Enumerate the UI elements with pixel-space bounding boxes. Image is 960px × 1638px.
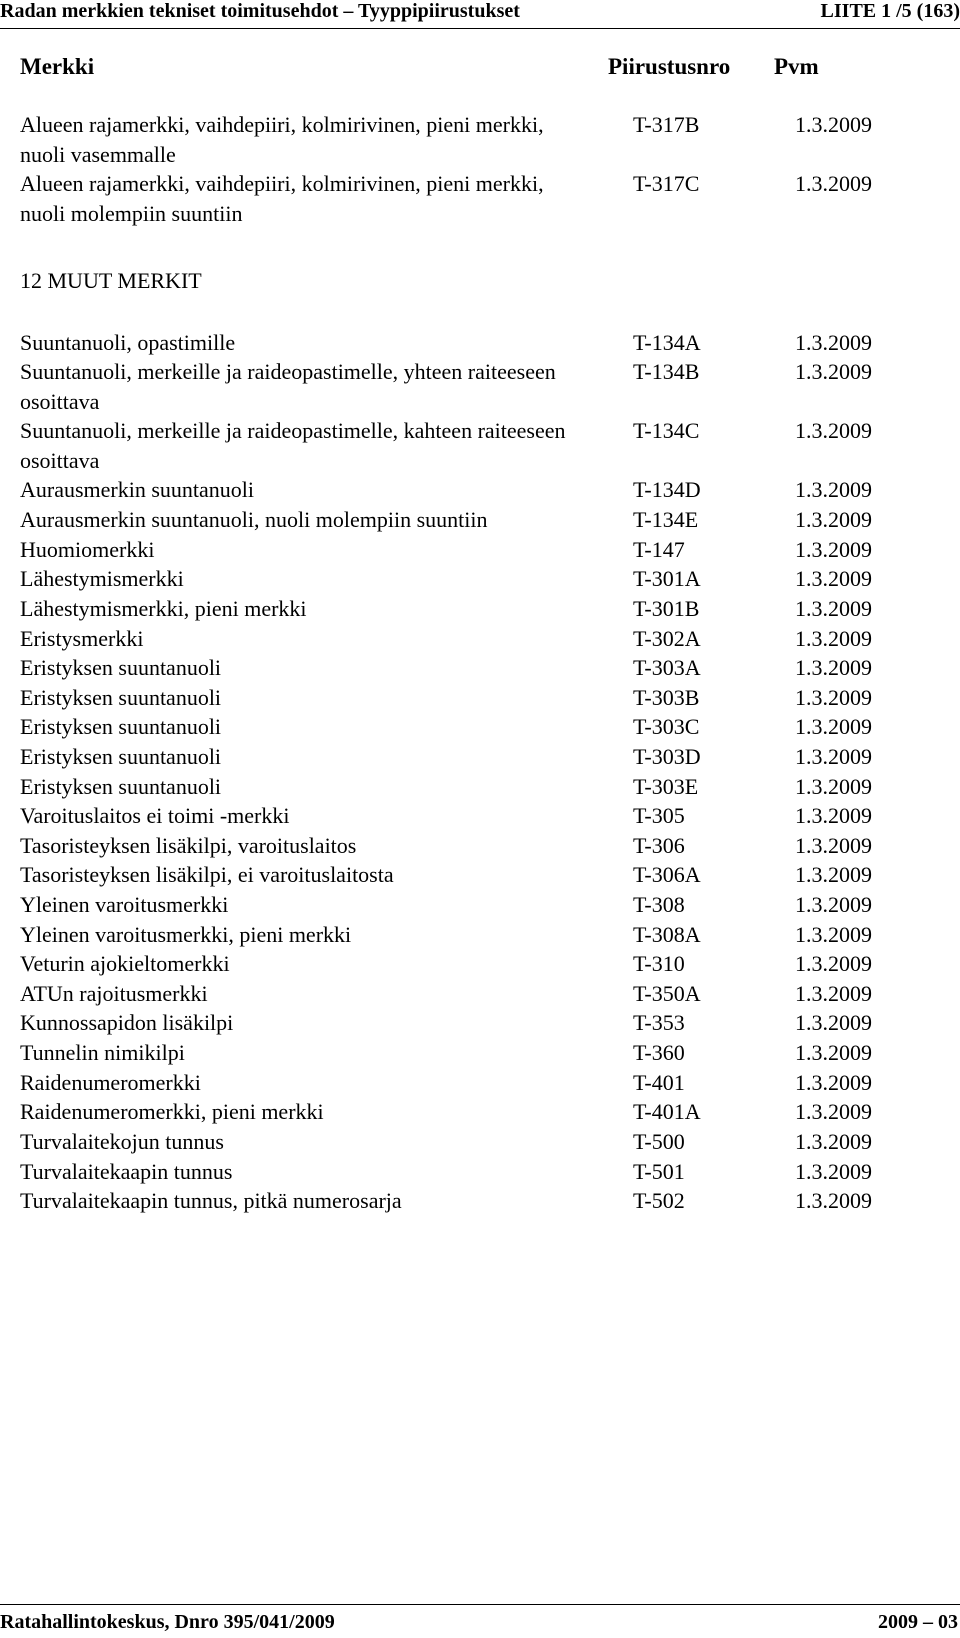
item-name: Eristyksen suuntanuoli	[20, 685, 222, 710]
item-date: 1.3.2009	[795, 1040, 872, 1065]
item-date: 1.3.2009	[795, 171, 872, 196]
item-code: T-401	[633, 1070, 685, 1095]
item-date: 1.3.2009	[795, 330, 872, 355]
document-title: Radan merkkien tekniset toimitusehdot – Tyyppipiirustukset	[0, 0, 520, 22]
item-name: Alueen rajamerkki, vaihdepiiri, kolmirivinen, pieni merkki, nuoli molempiin suuntiin	[20, 171, 544, 226]
item-code: T-500	[633, 1129, 685, 1154]
column-header-name: Merkki	[20, 54, 95, 79]
footer-organization: Ratahallintokeskus, Dnro 395/041/2009	[0, 1611, 335, 1633]
item-code: T-134D	[633, 477, 701, 502]
item-date: 1.3.2009	[795, 1099, 872, 1124]
item-code: T-303A	[633, 655, 701, 680]
item-name: Veturin ajokieltomerkki	[20, 951, 230, 976]
item-date: 1.3.2009	[795, 685, 872, 710]
item-code: T-303D	[633, 744, 701, 769]
item-date: 1.3.2009	[795, 714, 872, 739]
item-name: Eristyksen suuntanuoli	[20, 714, 222, 739]
item-name: Turvalaitekaapin tunnus	[20, 1159, 233, 1184]
item-code: T-134E	[633, 507, 699, 532]
item-name: Turvalaitekaapin tunnus, pitkä numerosarja	[20, 1188, 402, 1213]
item-name: Turvalaitekojun tunnus	[20, 1129, 224, 1154]
item-date: 1.3.2009	[795, 655, 872, 680]
item-code: T-301A	[633, 566, 701, 591]
item-name: Tasoristeyksen lisäkilpi, ei varoituslaitosta	[20, 862, 394, 887]
item-name: Tunnelin nimikilpi	[20, 1040, 185, 1065]
item-date: 1.3.2009	[795, 774, 872, 799]
item-name: Lähestymismerkki, pieni merkki	[20, 596, 307, 621]
item-code: T-147	[633, 537, 685, 562]
column-header-code: Piirustusnro	[608, 54, 731, 79]
item-date: 1.3.2009	[795, 922, 872, 947]
item-code: T-301B	[633, 596, 700, 621]
item-name: Lähestymismerkki	[20, 566, 184, 591]
item-date: 1.3.2009	[795, 1188, 872, 1213]
item-code: T-134C	[633, 418, 700, 443]
item-name: Raidenumeromerkki	[20, 1070, 201, 1095]
section-title: 12 MUUT MERKIT	[20, 268, 202, 293]
item-code: T-305	[633, 803, 685, 828]
item-code: T-134B	[633, 359, 700, 384]
running-footer	[0, 1604, 960, 1638]
item-date: 1.3.2009	[795, 596, 872, 621]
item-name: Yleinen varoitusmerkki, pieni merkki	[20, 922, 352, 947]
item-name: Eristysmerkki	[20, 626, 144, 651]
item-code: T-308A	[633, 922, 701, 947]
item-name: Tasoristeyksen lisäkilpi, varoituslaitos	[20, 833, 357, 858]
item-date: 1.3.2009	[795, 833, 872, 858]
page-reference: LIITE 1 /5 (163)	[820, 0, 960, 22]
item-date: 1.3.2009	[795, 477, 872, 502]
item-date: 1.3.2009	[795, 803, 872, 828]
item-code: T-317C	[633, 171, 700, 196]
column-header-date: Pvm	[774, 54, 819, 79]
item-code: T-317B	[633, 112, 700, 137]
item-code: T-306	[633, 833, 685, 858]
item-code: T-401A	[633, 1099, 701, 1124]
item-date: 1.3.2009	[795, 744, 872, 769]
item-code: T-502	[633, 1188, 685, 1213]
item-code: T-350A	[633, 981, 701, 1006]
item-name: Alueen rajamerkki, vaihdepiiri, kolmirivinen, pieni merkki, nuoli vasemmalle	[20, 112, 544, 167]
item-code: T-303E	[633, 774, 699, 799]
item-code: T-303C	[633, 714, 700, 739]
item-date: 1.3.2009	[795, 1159, 872, 1184]
item-name: Eristyksen suuntanuoli	[20, 744, 222, 769]
item-name: Aurausmerkin suuntanuoli, nuoli molempiin suuntiin	[20, 507, 488, 532]
item-name: Suuntanuoli, merkeille ja raideopastimelle, kahteen raiteeseen osoittava	[20, 418, 566, 473]
item-date: 1.3.2009	[795, 537, 872, 562]
item-date: 1.3.2009	[795, 566, 872, 591]
item-date: 1.3.2009	[795, 981, 872, 1006]
item-date: 1.3.2009	[795, 418, 872, 443]
item-date: 1.3.2009	[795, 359, 872, 384]
item-date: 1.3.2009	[795, 112, 872, 137]
item-name: Varoituslaitos ei toimi -merkki	[20, 803, 290, 828]
item-code: T-501	[633, 1159, 685, 1184]
item-name: Suuntanuoli, merkeille ja raideopastimelle, yhteen raiteeseen osoittava	[20, 359, 556, 414]
item-name: Kunnossapidon lisäkilpi	[20, 1010, 234, 1035]
item-code: T-302A	[633, 626, 701, 651]
footer-revision: 2009 – 03	[878, 1611, 958, 1633]
item-date: 1.3.2009	[795, 1070, 872, 1095]
item-code: T-360	[633, 1040, 685, 1065]
running-header	[0, 0, 960, 29]
item-name: Huomiomerkki	[20, 537, 155, 562]
item-date: 1.3.2009	[795, 507, 872, 532]
item-code: T-303B	[633, 685, 700, 710]
item-date: 1.3.2009	[795, 626, 872, 651]
column-headers	[0, 51, 960, 83]
item-code: T-308	[633, 892, 685, 917]
item-code: T-306A	[633, 862, 701, 887]
item-name: Raidenumeromerkki, pieni merkki	[20, 1099, 324, 1124]
item-date: 1.3.2009	[795, 1129, 872, 1154]
item-code: T-310	[633, 951, 685, 976]
item-date: 1.3.2009	[795, 951, 872, 976]
item-name: Yleinen varoitusmerkki	[20, 892, 229, 917]
item-name: Eristyksen suuntanuoli	[20, 655, 222, 680]
item-code: T-353	[633, 1010, 685, 1035]
item-date: 1.3.2009	[795, 1010, 872, 1035]
item-date: 1.3.2009	[795, 862, 872, 887]
item-name: Suuntanuoli, opastimille	[20, 330, 236, 355]
item-name: Eristyksen suuntanuoli	[20, 774, 222, 799]
item-code: T-134A	[633, 330, 701, 355]
item-date: 1.3.2009	[795, 892, 872, 917]
item-name: Aurausmerkin suuntanuoli	[20, 477, 255, 502]
item-name: ATUn rajoitusmerkki	[20, 981, 208, 1006]
